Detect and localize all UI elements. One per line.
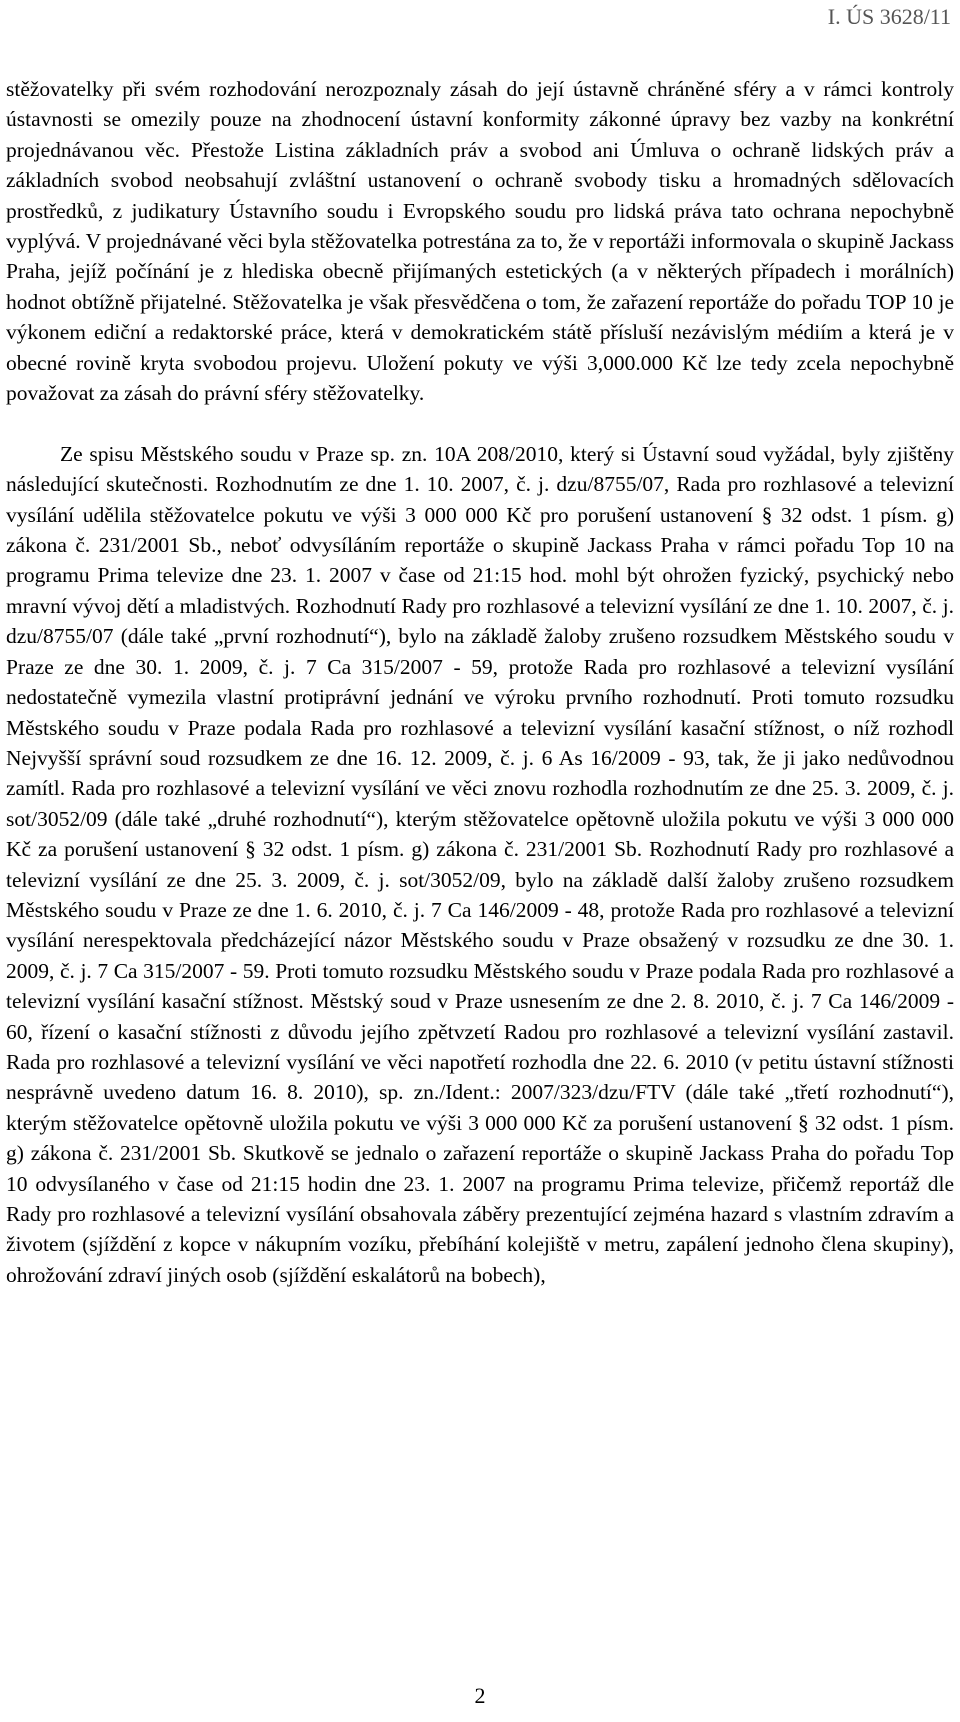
paragraph-continuation: stěžovatelky při svém rozhodování nerozpoznaly zásah do její ústavně chráněné sféry a v rámci kontroly ústavnosti se omezily pouze na zhodnocení ústavní konformity zákonné úpravy bez vazby na konkrétní projednávanou věc. Přestože Listina základních práv a svobod ani Úmluva o ochraně lidských práv a základních svobod neobsahují zvláštní ustanovení o ochraně svobody tisku a hromadných sdělovacích prostředků, z judikatury Ústavního soudu i Evropského soudu pro lidská práva tato ochrana nepochybně vyplývá. V projednávané věci byla stěžovatelka potrestána za to, že v reportáži informovala o skupině Jackass Praha, jejíž počínání je z hlediska obecně přijímaných estetických (a v některých případech i morálních) hodnot obtížně přijatelné. Stěžovatelka je však přesvědčena o tom, že zařazení reportáže do pořadu TOP 10 je výkonem ediční a redaktorské práce, která v demokratickém státě přísluší nezávislým médiím a která je v obecné rovině kryta svobodou projevu. Uložení pokuty ve výši 3,000.000 Kč lze tedy zcela nepochybně považovat za zásah do právní sféry stěžovatelky.	[6, 77, 954, 406]
document-body	[6, 74, 954, 1290]
paragraph-court-record: Ze spisu Městského soudu v Praze sp. zn. 10A 208/2010, který si Ústavní soud vyžádal, byly zjištěny následující skutečnosti. Rozhodnutím ze dne 1. 10. 2007, č. j. dzu/8755/07, Rada pro rozhlasové a televizní vysílání udělila stěžovatelce pokutu ve výši 3 000 000 Kč pro porušení ustanovení § 32 odst. 1 písm. g) zákona č. 231/2001 Sb., neboť odvysíláním reportáže o skupině Jackass Praha v rámci pořadu Top 10 na programu Prima televize dne 23. 1. 2007 v čase od 21:15 hod. mohl být ohrožen fyzický, psychický nebo mravní vývoj dětí a mladistvých. Rozhodnutí Rady pro rozhlasové a televizní vysílání ze dne 1. 10. 2007, č. j. dzu/8755/07 (dále také „první rozhodnutí“), bylo na základě žaloby zrušeno rozsudkem Městského soudu v Praze ze dne 30. 1. 2009, č. j. 7 Ca 315/2007 - 59, protože Rada pro rozhlasové a televizní vysílání nedostatečně vymezila vlastní protiprávní jednání ve výroku prvního rozhodnutí. Proti tomuto rozsudku Městského soudu v Praze podala Rada pro rozhlasové a televizní vysílání kasační stížnost, o níž rozhodl Nejvyšší správní soud rozsudkem ze dne 16. 12. 2009, č. j. 6 As 16/2009 - 93, tak, že ji jako nedůvodnou zamítl. Rada pro rozhlasové a televizní vysílání ve věci znovu rozhodla rozhodnutím ze dne 25. 3. 2009, č. j. sot/3052/09 (dále také „druhé rozhodnutí“), kterým stěžovatelce opětovně uložila pokutu ve výši 3 000 000 Kč za porušení ustanovení § 32 odst. 1 písm. g) zákona č. 231/2001 Sb. Rozhodnutí Rady pro rozhlasové a televizní vysílání ze dne 25. 3. 2009, č. j. sot/3052/09, bylo na základě další žaloby zrušeno rozsudkem Městského soudu v Praze ze dne 1. 6. 2010, č. j. 7 Ca 146/2009 - 48, protože Rada pro rozhlasové a televizní vysílání nerespektovala předcházející názor Městského soudu v Praze obsažený v rozsudku ze dne 30. 1. 2009, č. j. 7 Ca 315/2007 - 59. Proti tomuto rozsudku Městského soudu v Praze podala Rada pro rozhlasové a televizní vysílání kasační stížnost. Městský soud v Praze usnesením ze dne 2. 8. 2010, č. j. 7 Ca 146/2009 - 60, řízení o kasační stížnosti z důvodu jejího zpětvzetí Radou pro rozhlasové a televizní vysílání zastavil. Rada pro rozhlasové a televizní vysílání ve věci napotřetí rozhodla dne 22. 6. 2010 (v petitu ústavní stížnosti nesprávně uvedeno datum 16. 8. 2010), sp. zn./Ident.: 2007/323/dzu/FTV (dále také „třetí rozhodnutí“), kterým stěžovatelce opětovně uložila pokutu ve výši 3 000 000 Kč za porušení ustanovení § 32 odst. 1 písm. g) zákona č. 231/2001 Sb. Skutkově se jednalo o zařazení reportáže o skupině Jackass Praha do pořadu Top 10 odvysílaného v čase od 21:15 hodin dne 23. 1. 2007 na programu Prima televize, přičemž reportáž dle Rady pro rozhlasové a televizní vysílání obsahovala záběry prezentující zejména hazard s vlastním zdravím a životem (sjíždění z kopce v nákupním vozíku, přebíhání kolejiště v metru, zapálení jednoho člena skupiny), ohrožování zdraví jiných osob (sjíždění eskalátorů na bobech),	[6, 441, 954, 1287]
page-number: 2	[474, 1683, 486, 1708]
case-number-header: I. ÚS 3628/11	[827, 4, 951, 29]
